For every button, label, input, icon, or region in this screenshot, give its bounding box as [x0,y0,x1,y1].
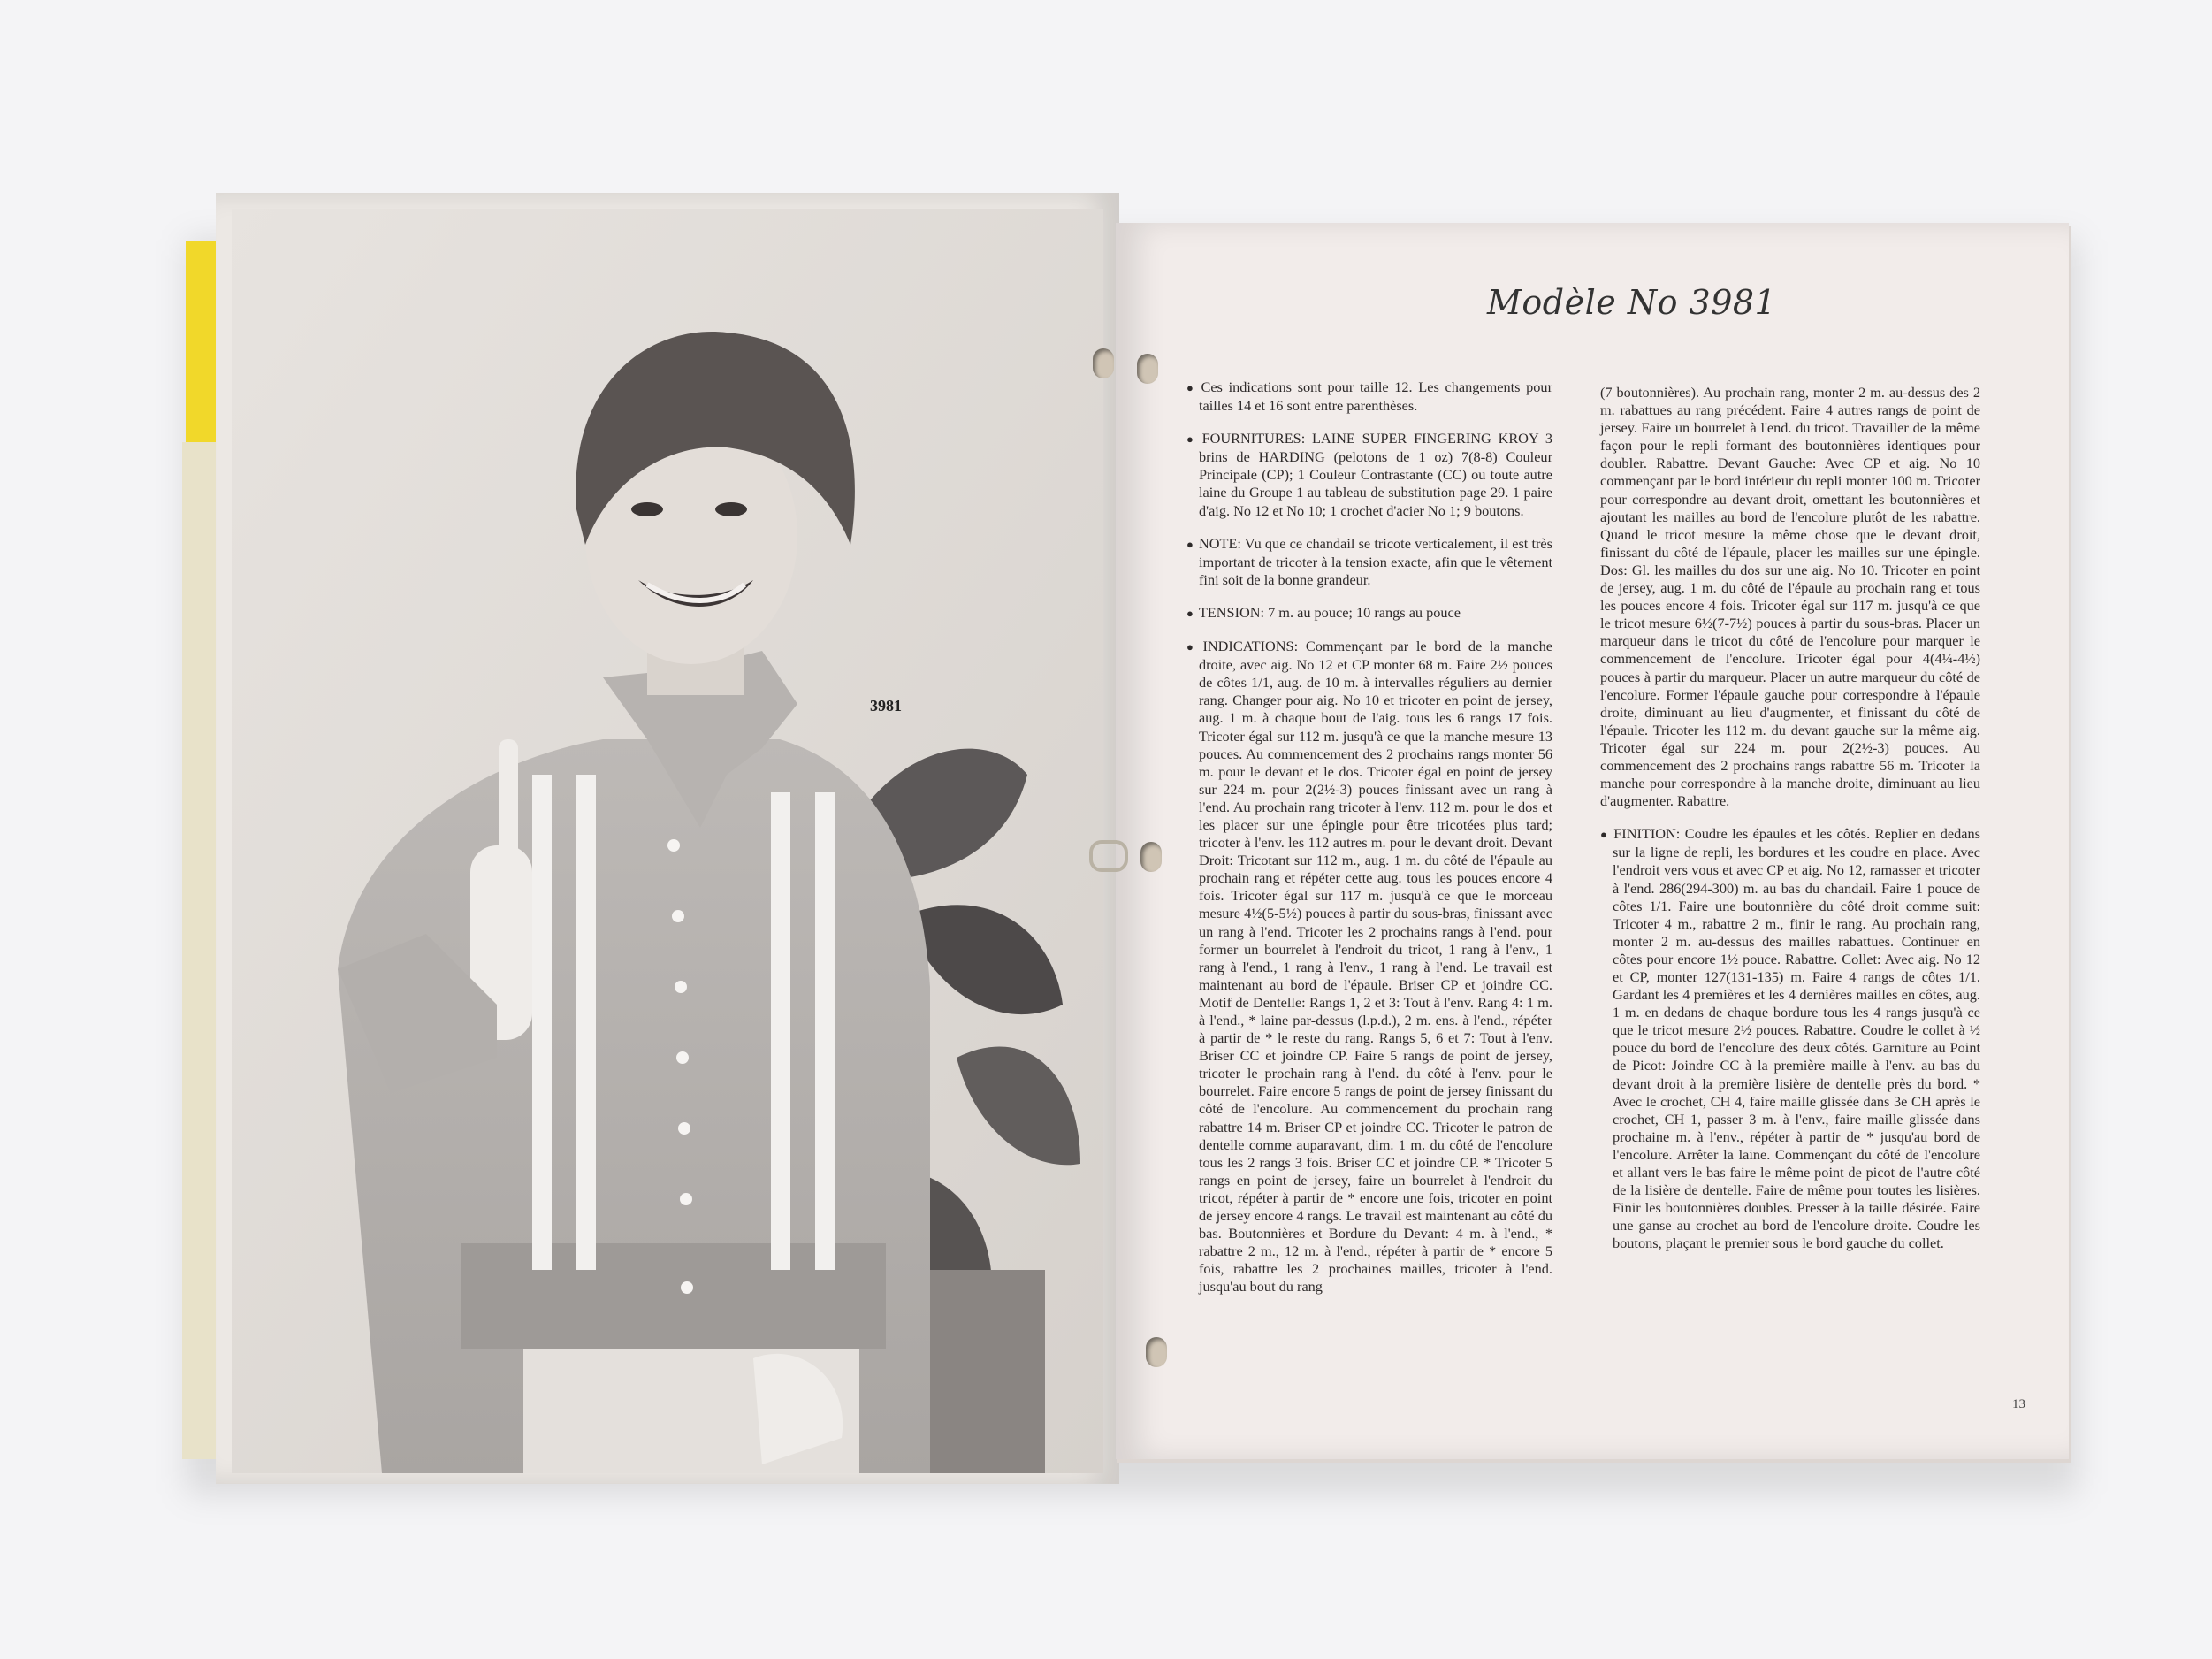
model-number-label: 3981 [870,697,902,715]
paragraph-note: ● NOTE: Vu que ce chandail se tricote verticalement, il est très important de tricoter à la tension exacte, afin que le vêtement fini soit de la bonne grandeur. [1186,534,1552,588]
bullet-icon: ● [1186,640,1198,654]
instructions-column-left [1186,378,1552,1311]
right-page [1116,223,2069,1459]
binder-hole-middle [1140,842,1162,872]
binder-ring [1089,840,1128,872]
binder-hole-top-right [1137,354,1158,384]
instructions-column-right [1600,384,1980,1268]
binder-hole-top [1093,348,1114,378]
woman-cardigan-photo [232,209,1103,1473]
bullet-icon: ● [1186,537,1194,551]
bullet-icon: ● [1186,606,1194,620]
paragraph-tension: ● TENSION: 7 m. au pouce; 10 rangs au pouce [1186,603,1461,621]
paragraph-continuation: (7 boutonnières). Au prochain rang, monter 2 m. au-dessus des 2 m. rabattues au rang précédent. Faire 4 autres rangs de point de jersey. Faire un bourrelet à l'end. du tricot. Travailler de la même façon pour le repli formant des boutonnières identiques pour doubler. Rabattre. Devant Gauche: Avec CP et aig. No 10 commençant par le bord intérieur du repli monter 100 m. Tricoter pour correspondre au devant droit, omettant les boutonnières et ajoutant les mailles au bord de l'encolure plutôt de les rabattre. Quand le tricot mesure la même chose que le devant droit, finissant du côté de l'épaule, placer les mailles sur une épingle. Dos: Gl. les mailles du dos sur une aig. No 10. Tricoter en point de jersey, aug. 1 m. du côté de l'épaule au prochain rang et tous les pouces encore 4 fois. Tricoter égal sur 117 m. jusqu'à ce que le tricot mesure 6½(7-7½) pouces à partir du sous-bras. Placer un marqueur dans le tricot du côté de l'encolure pour marquer le commencement de l'encolure. Tricoter égal pour 4(4¼-4½) pouces à partir du marqueur. Placer un autre marqueur du côté de l'encolure. Former l'épaule gauche pour correspondre à l'épaule droite, diminuant au lieu d'augmenter, et finissant du côté de l'épaule. Tricoter les 112 m. du devant gauche sur la même aig. Tricoter égal sur 224 m. pour 2(2½-3) pouces. Au commencement des 2 prochains rangs rabattre 56 m. Tricoter la manche pour correspondre à la manche droite, diminuant au lieu d'augmenter. Rabattre. [1600,384,1980,810]
paragraph-sizes: ● Ces indications sont pour taille 12. Les changements pour tailles 14 et 16 sont entre parenthèses. [1186,378,1552,415]
paragraph-finition: ● FINITION: Coudre les épaules et les côtés. Replier en dedans sur la ligne de repli, les bordures et les coudre en place. Avec l'endroit vers vous et avec CP et aig. No 12, ramasser et tricoter à l'end. 286(294-300) m. au bas du chandail. Faire 1 pouce de côtes 1/1. Faire une boutonnière du côté droit comme suit: Tricoter 4 m., rabattre 2 m., finir le rang. Au prochain rang, monter 2 m. au-dessus des mailles rabattues. Continuer en côtes pour encore 1½ pouce. Rabattre. Collet: Avec aig. No 12 et CP, monter 127(131-135) m. Faire 4 rangs de côtes 1/1. Gardant les 4 premières et les 4 dernières mailles en côtes, aug. 1 m. en dedans de chaque bordure tous les 4 rangs jusqu'à ce que le tricot mesure 2½ pouces. Rabattre. Coudre le collet à ½ pouce du bord de l'encolure des deux côtés. Garniture au Point de Picot: Joindre CC à la première maille à l'env. au bas du devant droit à la première lisière de dentelle près du bord. * Avec le crochet, CH 4, faire maille glissée dans 3e CH après le crochet, CH 1, passer 3 m. à l'env., faire maille glissée dans prochaine m. à l'env., répéter à partir de * jusqu'au bord de l'encolure. Arrêter la laine. Commençant du côté de l'encolure et allant vers le bas faire le même point de picot de l'autre côté de la lisière de dentelle. Faire de même pour toutes les lisières. Finir les boutonnières doubles. Presser à la taille désirée. Faire une ganse au crochet au bord de l'encolure droite. Coudre les boutons, plaçant le premier sous le bord gauche du collet. [1600,825,1980,1252]
bullet-icon: ● [1600,828,1609,842]
paragraph-indications: ● INDICATIONS: Commençant par le bord de la manche droite, avec aig. No 12 et CP monter 68 m. Faire 2½ pouces de côtes 1/1, aug. de 10 m. à intervalles réguliers au dernier rang. Changer pour aig. No 10 et tricoter en point de jersey, aug. 1 m. à chaque bout de l'aig. tous les 6 rangs 17 fois. Tricoter égal sur 112 m. jusqu'à ce que la manche mesure 13 pouces. Au commencement des 2 prochains rangs monter 56 m. pour le devant et le dos. Tricoter égal en point de jersey sur 224 m. pour 2(2½-3) pouces finissant avec un rang à l'end. Au prochain rang tricoter à l'env. 112 m. pour le dos et les placer sur une épingle pour être tricotées plus tard; tricoter à l'env. les 112 autres m. pour le devant droit. Devant Droit: Tricotant sur 112 m., aug. 1 m. du côté de l'épaule au prochain rang et répéter cette aug. tous les pouces encore 4 fois. Tricoter égal sur 117 m. jusqu'à ce que le morceau mesure 4½(5-5½) pouces à partir du sous-bras, finissant avec un rang à l'end. Tricoter les 2 prochains rangs à l'end. pour former un bourrelet à l'endroit du tricot, 1 rang à l'env., 1 rang à l'end., 1 rang à l'env., 1 rang à l'end. Le travail est maintenant au bord de l'épaule. Briser CP et joindre CC. Motif de Dentelle: Rangs 1, 2 et 3: Tout à l'env. Rang 4: 1 m. à l'end., * laine par-dessus (l.p.d.), 2 m. ens. à l'end., répéter à partir de * le reste du rang. Rangs 5, 6 et 7: Tout à l'env. Briser CC et joindre CP. Faire 5 rangs de point de jersey, tricoter le prochain rang à l'end. du côté à l'env. pour le bourrelet. Faire encore 5 rangs de point de jersey finissant du côté de l'encolure. Au commencement du prochain rang rabattre 14 m. Briser CP et joindre CC. Tricoter le patron de dentelle comme auparavant, dim. 1 m. du côté de l'encolure tous les 2 rangs 3 fois. Briser CC et joindre CP. * Tricoter 5 rangs en point de jersey, faire un bourrelet à l'endroit du tricot, répéter à partir de * encore une fois, tricoter en point de jersey encore 4 rangs. Le travail est maintenant au côté du bas. Boutonnières et Bordure du Devant: 4 m. à l'end., * rabattre 2 m., 12 m. à l'end., répéter à partir de * encore 5 fois, rabattre les 2 prochaines mailles, tricoter à l'end. jusqu'au bout du rang [1186,638,1553,1296]
pattern-title: Modèle No 3981 [1487,283,1777,322]
bullet-icon: ● [1186,381,1196,394]
binder-hole-bottom [1146,1337,1167,1367]
left-page [216,193,1119,1484]
paragraph-materials: ● FOURNITURES: LAINE SUPER FINGERING KROY 3 brins de HARDING (pelotons de 1 oz) 7(8-8) Couleur Principale (CP); 1 Couleur Contrastante (CC) ou toute autre laine du Groupe 1 au tableau de substitution page 29. 1 paire d'aig. No 12 et No 10; 1 crochet d'acier No 1; 9 boutons. [1186,430,1553,519]
page-number: 13 [2012,1397,2025,1411]
bullet-icon: ● [1186,432,1197,447]
